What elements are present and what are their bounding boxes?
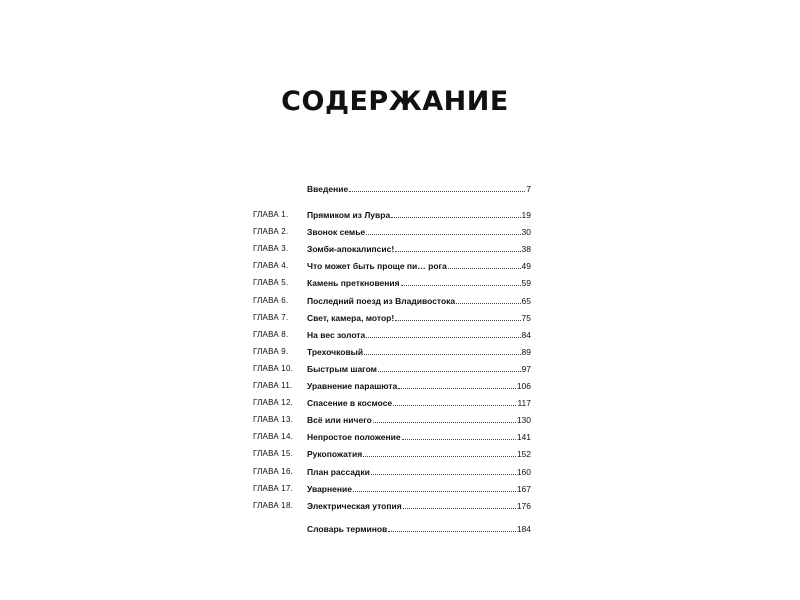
toc-row-chapter[interactable] [0, 345, 800, 359]
page-number: 49 [521, 261, 531, 271]
toc-row-chapter[interactable] [0, 447, 800, 461]
dot-leader [402, 430, 516, 440]
chapter-number: ГЛАВА 16. [253, 467, 294, 476]
toc-entry [307, 362, 531, 376]
toc-entry [307, 482, 531, 496]
page-number: 84 [521, 330, 531, 340]
chapter-number: ГЛАВА 7. [253, 313, 289, 322]
chapter-number: ГЛАВА 15. [253, 449, 294, 458]
page-number: 38 [521, 244, 531, 254]
entry-title: Уравнение парашюта [307, 381, 398, 391]
toc-row-chapter[interactable] [0, 482, 800, 496]
toc-row-chapter[interactable] [0, 242, 800, 256]
entry-title: На вес золота [307, 330, 366, 340]
page-number: 130 [516, 415, 531, 425]
chapter-number: ГЛАВА 8. [253, 330, 289, 339]
entry-title: План рассадки [307, 467, 370, 477]
toc-row-chapter[interactable] [0, 208, 800, 222]
entry-title: Камень преткновения [307, 278, 400, 288]
page-number: 152 [516, 449, 531, 459]
toc-entry [307, 499, 531, 513]
page-number: 106 [516, 381, 531, 391]
dot-leader [364, 345, 520, 355]
dot-leader [391, 208, 520, 218]
chapter-number: ГЛАВА 12. [253, 398, 294, 407]
dot-leader [366, 328, 520, 338]
chapter-number: ГЛАВА 5. [253, 278, 289, 287]
dot-leader [456, 294, 520, 304]
toc-entry [307, 447, 531, 461]
toc-row-glossary[interactable] [0, 522, 800, 536]
toc-entry [307, 276, 531, 290]
entry-title: Рукопожатия [307, 449, 363, 459]
toc-entry [307, 413, 531, 427]
toc-row-chapter[interactable] [0, 499, 800, 513]
toc-entry [307, 225, 531, 239]
entry-title: Трехочковый [307, 347, 364, 357]
toc-entry [307, 379, 531, 393]
dot-leader [388, 522, 516, 532]
dot-leader [398, 379, 516, 389]
toc-entry [307, 396, 531, 410]
toc-row-chapter[interactable] [0, 430, 800, 444]
entry-title: Звонок семье [307, 227, 366, 237]
entry-title: Словарь терминов [307, 524, 388, 534]
page-number: 176 [516, 501, 531, 511]
dot-leader [371, 465, 516, 475]
entry-title: Последний поезд из Владивостока [307, 296, 456, 306]
entry-title: Всё или ничего [307, 415, 372, 425]
entry-title: Непростое положение [307, 432, 401, 442]
dot-leader [373, 413, 516, 423]
toc-row-chapter[interactable] [0, 413, 800, 427]
toc-row-chapter[interactable] [0, 294, 800, 308]
toc-row-chapter[interactable] [0, 311, 800, 325]
toc-entry [307, 328, 531, 342]
page-number: 59 [521, 278, 531, 288]
chapter-number: ГЛАВА 17. [253, 484, 294, 493]
chapter-number: ГЛАВА 10. [253, 364, 294, 373]
page-number: 30 [521, 227, 531, 237]
dot-leader [395, 242, 520, 252]
toc-entry [307, 259, 531, 273]
chapter-number: ГЛАВА 13. [253, 415, 294, 424]
toc-row-chapter[interactable] [0, 328, 800, 342]
entry-title: Электрическая утопия [307, 501, 402, 511]
page-number: 97 [521, 364, 531, 374]
toc-entry [307, 522, 531, 536]
entry-title: Быстрым шагом [307, 364, 377, 374]
page-number: 65 [521, 296, 531, 306]
dot-leader [448, 259, 521, 269]
page-number: 184 [516, 524, 531, 534]
entry-title: Что может быть проще пи… рога [307, 261, 447, 271]
chapter-number: ГЛАВА 6. [253, 296, 289, 305]
chapter-number: ГЛАВА 2. [253, 227, 289, 236]
toc-entry [307, 208, 531, 222]
dot-leader [349, 182, 525, 192]
entry-title: Введение [307, 184, 349, 194]
chapter-number: ГЛАВА 18. [253, 501, 294, 510]
toc-row-chapter[interactable] [0, 465, 800, 479]
dot-leader [403, 499, 516, 509]
page-number: 160 [516, 467, 531, 477]
dot-leader [401, 276, 521, 286]
dot-leader [363, 447, 516, 457]
toc-row-chapter[interactable] [0, 362, 800, 376]
entry-title: Зомби-апокалипсис! [307, 244, 395, 254]
chapter-number: ГЛАВА 4. [253, 261, 289, 270]
chapter-number: ГЛАВА 9. [253, 347, 289, 356]
page-number: 7 [526, 184, 531, 194]
dot-leader [393, 396, 516, 406]
dot-leader [353, 482, 516, 492]
dot-leader [378, 362, 521, 372]
toc-entry [307, 242, 531, 256]
toc-row-chapter[interactable] [0, 225, 800, 239]
page-number: 75 [521, 313, 531, 323]
toc-row-chapter[interactable] [0, 379, 800, 393]
chapter-number: ГЛАВА 14. [253, 432, 294, 441]
chapter-number: ГЛАВА 1. [253, 210, 289, 219]
toc-row-intro[interactable] [0, 182, 800, 196]
page-number: 117 [517, 398, 531, 408]
toc-entry [307, 311, 531, 325]
toc-entry [307, 294, 531, 308]
page-number: 19 [521, 210, 531, 220]
chapter-number: ГЛАВА 11. [253, 381, 293, 390]
toc-entry [307, 430, 531, 444]
toc-entry [307, 345, 531, 359]
page-number: 167 [516, 484, 531, 494]
entry-title: Спасение в космосе [307, 398, 393, 408]
toc-entry [307, 465, 531, 479]
toc-entry [307, 182, 531, 196]
page-number: 141 [516, 432, 531, 442]
entry-title: Прямиком из Лувра [307, 210, 391, 220]
dot-leader [395, 311, 520, 321]
dot-leader [366, 225, 520, 235]
chapter-number: ГЛАВА 3. [253, 244, 289, 253]
page-number: 89 [521, 347, 531, 357]
page-title: СОДЕРЖАНИЕ [281, 86, 509, 117]
entry-title: Уварнение [307, 484, 352, 494]
entry-title: Свет, камера, мотор! [307, 313, 395, 323]
toc-row-chapter[interactable] [0, 259, 800, 273]
toc-row-chapter[interactable] [0, 276, 800, 290]
toc-row-chapter[interactable] [0, 396, 800, 410]
